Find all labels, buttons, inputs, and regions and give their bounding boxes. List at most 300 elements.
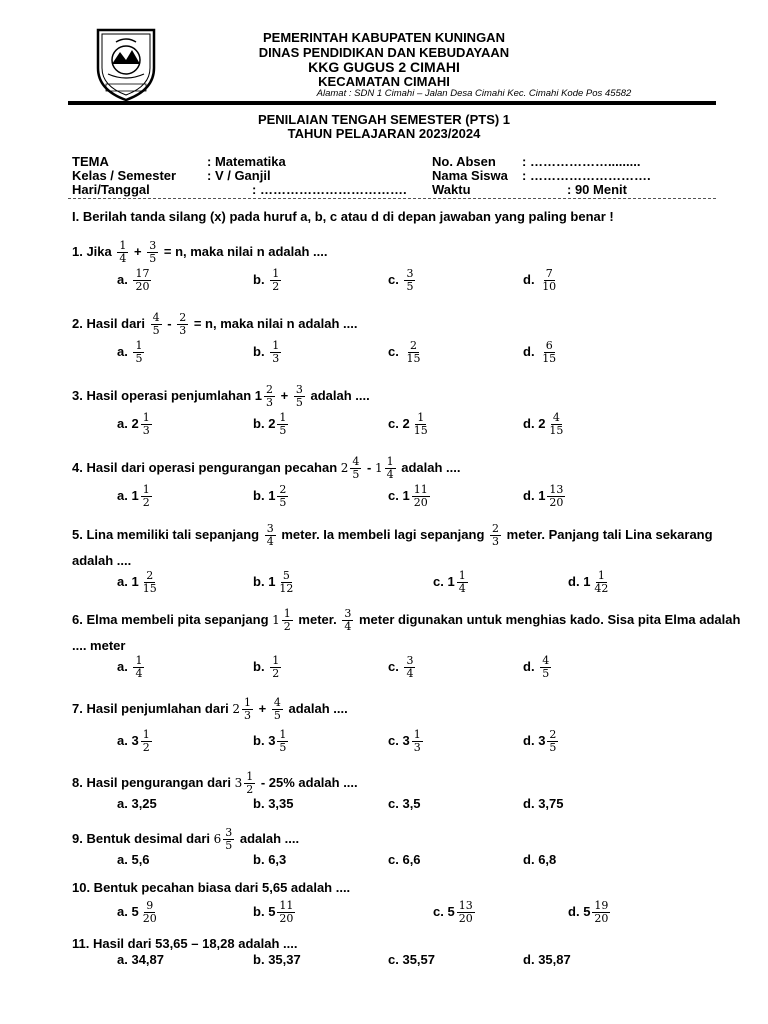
kelas-value: : V / Ganjil bbox=[207, 168, 271, 183]
fraction-denominator: 2 bbox=[272, 280, 280, 293]
fraction-numerator: 4 bbox=[542, 654, 550, 667]
option-letter: a. bbox=[117, 271, 128, 287]
absen-label: No. Absen bbox=[432, 154, 496, 169]
answer-option-b[interactable] bbox=[253, 340, 283, 365]
answer-option-a[interactable] bbox=[117, 268, 153, 293]
fraction bbox=[147, 240, 158, 265]
question-text: 6. Elma membeli pita sepanjang bbox=[72, 612, 269, 627]
kelas-label: Kelas / Semester bbox=[72, 168, 177, 183]
fraction bbox=[385, 456, 396, 481]
fraction-numerator: 1 bbox=[244, 696, 252, 709]
fraction-denominator: 5 bbox=[279, 424, 287, 437]
fraction-denominator: 3 bbox=[492, 535, 500, 549]
fraction bbox=[540, 268, 558, 293]
answer-option-c[interactable] bbox=[433, 900, 477, 925]
option-value: 6,8 bbox=[538, 852, 557, 867]
option-value: 35,87 bbox=[538, 952, 571, 967]
option-letter: c. bbox=[388, 271, 399, 287]
option-letter: c. bbox=[388, 415, 399, 431]
question-text: meter. Ia membeli lagi sepanjang bbox=[281, 527, 485, 542]
mixed-whole: 3 bbox=[268, 732, 276, 748]
header-address: Alamat : SDN 1 Cimahi – Jalan Desa Cimahi Kec. Cimahi Kode Pos 45582 bbox=[316, 88, 632, 99]
fraction bbox=[404, 268, 415, 293]
fraction-denominator: 3 bbox=[272, 352, 280, 365]
operator: - bbox=[167, 315, 172, 331]
answer-option-d[interactable] bbox=[523, 729, 560, 754]
fraction-numerator: 2 bbox=[492, 522, 500, 536]
fraction-numerator: 13 bbox=[549, 483, 564, 496]
fraction-numerator: 1 bbox=[458, 569, 466, 582]
answer-option-a[interactable] bbox=[117, 655, 146, 680]
mixed-whole: 3 bbox=[131, 732, 139, 748]
option-letter: c. bbox=[388, 658, 399, 674]
mixed-whole: 1 bbox=[268, 487, 276, 503]
answer-option-b[interactable] bbox=[253, 570, 297, 595]
fraction-numerator: 1 bbox=[283, 607, 291, 621]
fraction-numerator: 17 bbox=[135, 267, 150, 280]
option-letter: a. bbox=[117, 658, 128, 674]
fraction-numerator: 7 bbox=[545, 267, 553, 280]
fraction-denominator: 3 bbox=[266, 396, 274, 409]
header-divider bbox=[68, 101, 716, 105]
fraction-denominator: 15 bbox=[413, 424, 428, 437]
answer-option-c[interactable] bbox=[388, 852, 421, 867]
option-letter: b. bbox=[253, 271, 265, 287]
mixed-whole: 5 bbox=[131, 903, 139, 919]
fraction bbox=[547, 412, 565, 437]
fraction-denominator: 15 bbox=[142, 582, 157, 595]
header-district: KECAMATAN CIMAHI bbox=[318, 74, 450, 89]
fraction bbox=[294, 384, 305, 409]
fraction-denominator: 15 bbox=[542, 352, 557, 365]
fraction-numerator: 13 bbox=[458, 899, 473, 912]
fraction-numerator: 3 bbox=[225, 826, 233, 839]
answer-option-d[interactable] bbox=[568, 570, 612, 595]
tema-value: : Matematika bbox=[207, 154, 286, 169]
option-letter: a. bbox=[117, 952, 128, 967]
mixed-whole: 1 bbox=[272, 613, 280, 627]
fraction-numerator: 1 bbox=[142, 483, 150, 496]
fraction bbox=[177, 312, 188, 337]
fraction-denominator: 5 bbox=[295, 396, 303, 409]
fraction bbox=[264, 384, 275, 409]
question-11 bbox=[72, 936, 297, 951]
mixed-whole: 5 bbox=[447, 903, 455, 919]
hari-label: Hari/Tanggal bbox=[72, 182, 150, 197]
fraction bbox=[272, 697, 283, 722]
option-value: 3,35 bbox=[268, 796, 294, 811]
fraction bbox=[242, 697, 253, 722]
option-letter: a. bbox=[117, 415, 128, 431]
answer-option-d[interactable] bbox=[523, 340, 560, 365]
tema-label: TEMA bbox=[72, 154, 109, 169]
fraction bbox=[282, 608, 293, 633]
fraction-denominator: 5 bbox=[406, 280, 414, 293]
option-value: 35,37 bbox=[268, 952, 301, 967]
answer-option-b[interactable] bbox=[253, 952, 301, 967]
mixed-whole: 1 bbox=[375, 460, 383, 475]
fraction-denominator: 4 bbox=[386, 468, 394, 481]
question-9 bbox=[72, 827, 299, 852]
fraction-numerator: 4 bbox=[152, 311, 160, 324]
fraction-numerator: 2 bbox=[266, 383, 274, 396]
option-letter: c. bbox=[433, 903, 444, 919]
fraction bbox=[412, 729, 423, 754]
option-letter: c. bbox=[388, 487, 399, 503]
fraction-denominator: 5 bbox=[152, 324, 160, 337]
fraction bbox=[404, 655, 415, 680]
fraction bbox=[151, 312, 162, 337]
fraction-denominator: 4 bbox=[266, 535, 274, 549]
option-value: 6,3 bbox=[268, 852, 287, 867]
fraction-numerator: 1 bbox=[119, 239, 127, 252]
mixed-whole: 5 bbox=[583, 903, 591, 919]
exam-year: TAHUN PELAJARAN 2023/2024 bbox=[287, 126, 481, 141]
mixed-whole: 1 bbox=[131, 573, 139, 589]
fraction bbox=[540, 340, 558, 365]
fraction bbox=[141, 900, 159, 925]
question-text: 8. Hasil pengurangan dari bbox=[72, 774, 231, 790]
option-letter: d. bbox=[568, 573, 580, 589]
answer-option-a[interactable] bbox=[117, 852, 150, 867]
question-text: meter. bbox=[298, 612, 337, 627]
option-letter: c. bbox=[388, 796, 399, 811]
option-letter: a. bbox=[117, 852, 128, 867]
answer-option-b[interactable] bbox=[253, 412, 290, 437]
fraction-denominator: 2 bbox=[246, 783, 254, 796]
fraction bbox=[270, 268, 281, 293]
fraction bbox=[547, 484, 565, 509]
fraction bbox=[540, 655, 551, 680]
fraction-numerator: 3 bbox=[266, 522, 274, 536]
answer-option-d[interactable] bbox=[523, 852, 556, 867]
fraction bbox=[133, 655, 144, 680]
mixed-whole: 2 bbox=[402, 415, 410, 431]
fraction-denominator: 20 bbox=[135, 280, 150, 293]
fraction-numerator: 3 bbox=[149, 239, 157, 252]
fraction-numerator: 4 bbox=[273, 696, 281, 709]
question-text: 7. Hasil penjumlahan dari bbox=[72, 700, 229, 716]
fraction bbox=[277, 729, 288, 754]
answer-option-b[interactable] bbox=[253, 852, 286, 867]
option-letter: a. bbox=[117, 487, 128, 503]
hari-value[interactable]: : ……………………………. bbox=[252, 182, 407, 197]
answer-option-a[interactable] bbox=[117, 340, 146, 365]
instruction-text: I. Berilah tanda silang (x) pada huruf a, b, c atau d di depan jawaban yang paling benar ! bbox=[72, 209, 614, 224]
answer-option-b[interactable] bbox=[253, 900, 297, 925]
option-letter: d. bbox=[568, 903, 580, 919]
option-letter: d. bbox=[523, 852, 535, 867]
fraction-numerator: 1 bbox=[272, 654, 280, 667]
answer-option-c[interactable] bbox=[388, 796, 421, 811]
question-text: meter. Panjang tali Lina sekarang adalah .... bbox=[72, 527, 713, 569]
nama-value[interactable]: : ………………………. bbox=[522, 168, 651, 183]
answer-option-b[interactable] bbox=[253, 268, 283, 293]
fraction-denominator: 20 bbox=[458, 912, 473, 925]
fraction-denominator: 15 bbox=[549, 424, 564, 437]
fraction-denominator: 3 bbox=[244, 709, 252, 722]
question-text: adalah .... bbox=[310, 387, 370, 403]
fraction-numerator: 1 bbox=[272, 339, 280, 352]
question-text: - 25% adalah .... bbox=[260, 774, 358, 790]
question-text: 2. Hasil dari bbox=[72, 315, 145, 331]
option-letter: b. bbox=[253, 573, 265, 589]
operator: - bbox=[367, 459, 372, 475]
fraction-denominator: 20 bbox=[594, 912, 609, 925]
question-5 bbox=[72, 522, 742, 573]
answer-option-c[interactable] bbox=[388, 268, 417, 293]
fraction-numerator: 3 bbox=[295, 383, 303, 396]
fraction bbox=[117, 240, 128, 265]
option-letter: c. bbox=[388, 852, 399, 867]
fraction-denominator: 12 bbox=[279, 582, 294, 595]
answer-option-c[interactable] bbox=[388, 340, 424, 365]
mixed-whole: 6 bbox=[213, 831, 222, 846]
mixed-whole: 5 bbox=[268, 903, 276, 919]
fraction-numerator: 6 bbox=[545, 339, 553, 352]
fraction bbox=[412, 484, 430, 509]
option-letter: d. bbox=[523, 952, 535, 967]
answer-option-d[interactable] bbox=[523, 484, 567, 509]
answer-option-c[interactable] bbox=[388, 952, 435, 967]
fraction bbox=[133, 268, 151, 293]
fraction-denominator: 5 bbox=[279, 741, 287, 754]
mixed-whole: 3 bbox=[538, 732, 546, 748]
option-value: 3,25 bbox=[131, 796, 157, 811]
question-text: adalah .... bbox=[288, 700, 348, 716]
fraction-denominator: 20 bbox=[279, 912, 294, 925]
answer-option-c[interactable] bbox=[388, 484, 432, 509]
header-kkg: KKG GUGUS 2 CIMAHI bbox=[308, 59, 460, 75]
option-letter: b. bbox=[253, 903, 265, 919]
answer-option-a[interactable] bbox=[117, 796, 157, 811]
operator: + bbox=[258, 700, 267, 716]
answer-option-b[interactable] bbox=[253, 484, 290, 509]
option-letter: d. bbox=[523, 658, 535, 674]
fraction-denominator: 5 bbox=[225, 839, 233, 852]
question-10 bbox=[72, 880, 350, 895]
question-2 bbox=[72, 312, 357, 337]
fraction-denominator: 4 bbox=[406, 667, 414, 680]
fraction-denominator: 3 bbox=[142, 424, 150, 437]
option-letter: b. bbox=[253, 658, 265, 674]
question-text: adalah .... bbox=[401, 459, 461, 475]
option-letter: b. bbox=[253, 343, 265, 359]
fraction-numerator: 1 bbox=[413, 728, 421, 741]
fraction bbox=[457, 900, 475, 925]
fraction-numerator: 2 bbox=[409, 339, 417, 352]
answer-option-b[interactable] bbox=[253, 655, 283, 680]
waktu-label: Waktu bbox=[432, 182, 471, 197]
fraction bbox=[490, 523, 501, 548]
fraction-denominator: 2 bbox=[283, 620, 291, 634]
header-government: PEMERINTAH KABUPATEN KUNINGAN bbox=[263, 30, 505, 45]
option-value: 6,6 bbox=[402, 852, 421, 867]
fraction-denominator: 20 bbox=[549, 496, 564, 509]
fraction-numerator: 1 bbox=[597, 569, 605, 582]
answer-option-a[interactable] bbox=[117, 900, 161, 925]
option-letter: c. bbox=[388, 952, 399, 967]
fraction-denominator: 42 bbox=[594, 582, 609, 595]
answer-option-a[interactable] bbox=[117, 952, 164, 967]
question-text: 3. Hasil operasi penjumlahan bbox=[72, 387, 252, 403]
fraction bbox=[270, 655, 281, 680]
mixed-whole: 1 bbox=[538, 487, 546, 503]
option-letter: a. bbox=[117, 732, 128, 748]
option-letter: d. bbox=[523, 487, 535, 503]
answer-option-b[interactable] bbox=[253, 729, 290, 754]
fraction bbox=[412, 412, 430, 437]
option-letter: d. bbox=[523, 732, 535, 748]
mixed-whole: 1 bbox=[447, 573, 455, 589]
option-letter: c. bbox=[388, 732, 399, 748]
answer-option-a[interactable] bbox=[117, 484, 154, 509]
fraction-denominator: 2 bbox=[272, 667, 280, 680]
question-1 bbox=[72, 240, 328, 265]
answer-option-c[interactable] bbox=[433, 570, 470, 595]
fraction-numerator: 11 bbox=[413, 483, 428, 496]
option-value: 3,5 bbox=[402, 796, 421, 811]
question-4 bbox=[72, 456, 461, 481]
fraction-denominator: 20 bbox=[413, 496, 428, 509]
fraction-numerator: 19 bbox=[594, 899, 609, 912]
option-letter: b. bbox=[253, 487, 265, 503]
answer-option-d[interactable] bbox=[523, 655, 553, 680]
mixed-whole: 2 bbox=[268, 415, 276, 431]
fraction-denominator: 5 bbox=[542, 667, 550, 680]
fraction-numerator: 1 bbox=[279, 411, 287, 424]
fraction-numerator: 9 bbox=[146, 899, 154, 912]
answer-option-c[interactable] bbox=[388, 729, 425, 754]
question-text: adalah .... bbox=[239, 830, 300, 846]
answer-option-c[interactable] bbox=[388, 412, 432, 437]
fraction-denominator: 4 bbox=[458, 582, 466, 595]
question-text: 5. Lina memiliki tali sepanjang bbox=[72, 527, 260, 542]
fraction-numerator: 1 bbox=[279, 728, 287, 741]
fraction-numerator: 1 bbox=[135, 654, 143, 667]
fraction-denominator: 5 bbox=[352, 468, 360, 481]
fraction bbox=[133, 340, 144, 365]
question-6 bbox=[72, 607, 742, 658]
fraction-numerator: 5 bbox=[282, 569, 290, 582]
fraction bbox=[547, 729, 558, 754]
fraction-numerator: 2 bbox=[549, 728, 557, 741]
option-letter: b. bbox=[253, 732, 265, 748]
fraction-denominator: 5 bbox=[135, 352, 143, 365]
option-letter: d. bbox=[523, 343, 535, 359]
absen-value[interactable]: : ………………......... bbox=[522, 154, 641, 169]
header-department: DINAS PENDIDIKAN DAN KEBUDAYAAN bbox=[258, 45, 510, 60]
mixed-whole: 2 bbox=[340, 460, 349, 475]
fraction-denominator: 4 bbox=[119, 252, 127, 265]
question-text: 11. Hasil dari 53,65 – 18,28 adalah .... bbox=[72, 936, 298, 951]
answer-option-b[interactable] bbox=[253, 796, 294, 811]
fraction-denominator: 2 bbox=[142, 741, 150, 754]
fraction bbox=[270, 340, 281, 365]
fraction-numerator: 3 bbox=[344, 607, 352, 621]
fraction bbox=[141, 729, 152, 754]
option-value: 3,75 bbox=[538, 796, 564, 811]
fraction bbox=[277, 570, 295, 595]
mixed-whole: 1 bbox=[254, 387, 263, 403]
option-letter: b. bbox=[253, 952, 265, 967]
question-7 bbox=[72, 697, 348, 722]
question-text: 10. Bentuk pecahan biasa dari 5,65 adalah .... bbox=[72, 880, 351, 895]
option-letter: a. bbox=[117, 903, 128, 919]
answer-option-a[interactable] bbox=[117, 729, 154, 754]
mixed-whole: 1 bbox=[583, 573, 591, 589]
nama-label: Nama Siswa bbox=[432, 168, 508, 183]
answer-option-a[interactable] bbox=[117, 412, 154, 437]
fraction bbox=[141, 570, 159, 595]
option-letter: d. bbox=[523, 796, 535, 811]
option-letter: b. bbox=[253, 796, 265, 811]
answer-option-d[interactable] bbox=[523, 796, 564, 811]
fraction bbox=[141, 412, 152, 437]
fraction bbox=[592, 570, 610, 595]
option-value: 5,6 bbox=[131, 852, 150, 867]
question-text: meter digunakan untuk menghias kado. Sisa pita Elma adalah .... meter bbox=[72, 612, 741, 654]
answer-option-d[interactable] bbox=[523, 412, 567, 437]
answer-option-d[interactable] bbox=[568, 900, 612, 925]
mixed-whole: 1 bbox=[402, 487, 410, 503]
fraction-numerator: 1 bbox=[417, 411, 425, 424]
fraction bbox=[265, 523, 276, 548]
mixed-whole: 1 bbox=[268, 573, 276, 589]
fraction bbox=[141, 484, 152, 509]
fraction-denominator: 5 bbox=[279, 496, 287, 509]
fraction bbox=[277, 412, 288, 437]
fraction-numerator: 11 bbox=[279, 899, 294, 912]
answer-option-c[interactable] bbox=[388, 655, 417, 680]
fraction bbox=[277, 484, 288, 509]
option-value: 34,87 bbox=[131, 952, 165, 967]
fraction-numerator: 2 bbox=[179, 311, 187, 324]
answer-option-d[interactable] bbox=[523, 268, 560, 293]
info-divider bbox=[68, 198, 716, 199]
answer-option-d[interactable] bbox=[523, 952, 571, 967]
fraction-denominator: 15 bbox=[406, 352, 421, 365]
option-letter: b. bbox=[253, 415, 265, 431]
answer-option-a[interactable] bbox=[117, 570, 161, 595]
fraction-denominator: 5 bbox=[549, 741, 557, 754]
fraction bbox=[244, 771, 255, 796]
fraction bbox=[592, 900, 610, 925]
question-text: = n, maka nilai n adalah .... bbox=[163, 243, 328, 259]
fraction bbox=[350, 456, 361, 481]
option-letter: a. bbox=[117, 573, 128, 589]
option-letter: d. bbox=[523, 271, 535, 287]
fraction-denominator: 5 bbox=[273, 709, 281, 722]
mixed-whole: 2 bbox=[131, 415, 139, 431]
fraction-denominator: 20 bbox=[142, 912, 157, 925]
fraction-denominator: 4 bbox=[344, 620, 352, 634]
fraction-denominator: 2 bbox=[142, 496, 150, 509]
fraction bbox=[457, 570, 468, 595]
fraction bbox=[342, 608, 353, 633]
option-letter: c. bbox=[388, 343, 399, 359]
fraction bbox=[404, 340, 422, 365]
question-text: 1. Jika bbox=[72, 243, 112, 259]
fraction-numerator: 1 bbox=[135, 339, 143, 352]
question-text: 4. Hasil dari operasi pengurangan pecahan bbox=[72, 459, 338, 475]
fraction-denominator: 4 bbox=[135, 667, 143, 680]
fraction-numerator: 1 bbox=[142, 411, 150, 424]
waktu-value: : 90 Menit bbox=[567, 182, 627, 197]
fraction-denominator: 3 bbox=[413, 741, 421, 754]
option-letter: a. bbox=[117, 796, 128, 811]
fraction-numerator: 1 bbox=[142, 728, 150, 741]
